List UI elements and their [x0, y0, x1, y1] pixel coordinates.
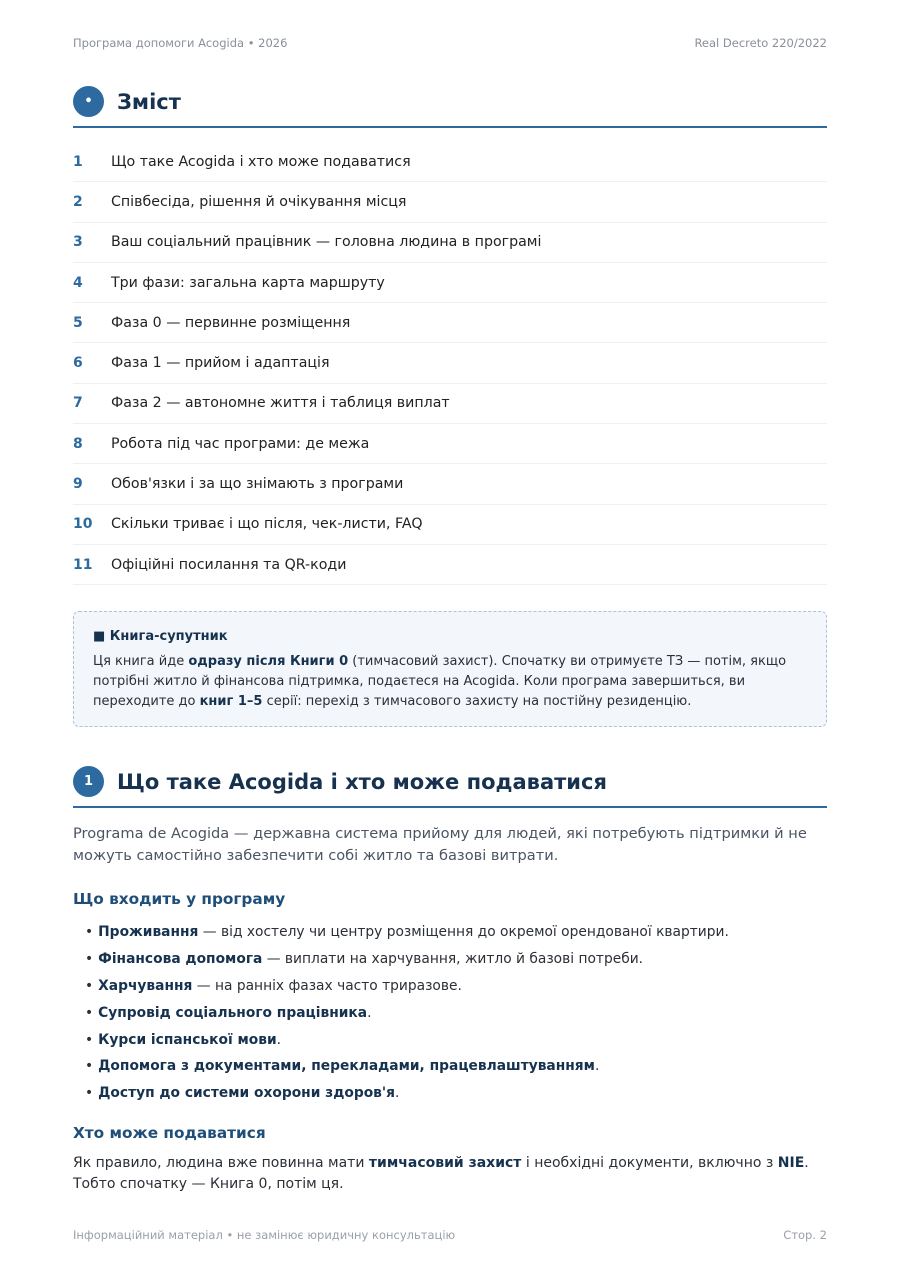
bullet-icon: • — [85, 1004, 94, 1021]
paragraph-text: і необхідні документи, включно з — [521, 1155, 778, 1171]
list-item — [85, 1080, 827, 1107]
bullet-icon: • — [85, 1058, 94, 1075]
list-item-text: . — [367, 1004, 372, 1021]
list-item-bold: Харчування — [98, 977, 193, 994]
list-item-text: — від хостелу чи центру розміщення до окремої орендованої квартири. — [198, 924, 729, 941]
toc-item-label: Співбесіда, рішення й очікування місця — [111, 193, 407, 210]
paragraph-emphasis: NIE — [777, 1155, 805, 1171]
list-item-bold: Супровід соціального працівника — [98, 1004, 368, 1021]
list-item-text: — виплати на харчування, житло й базові потреби. — [262, 951, 644, 968]
toc-item-number: 11 — [73, 556, 93, 573]
toc-item-number: 6 — [73, 355, 83, 372]
toc-item-number: 10 — [73, 516, 93, 533]
toc-item-label: Скільки триває і що після, чек-листи, FAQ — [111, 516, 423, 533]
toc-item-number: 3 — [73, 234, 83, 251]
toc-title: Зміст — [117, 89, 181, 114]
toc-item[interactable] — [73, 505, 827, 545]
toc-item[interactable] — [73, 424, 827, 464]
toc-item-number: 5 — [73, 314, 83, 331]
list-item-bold: Доступ до системи охорони здоров'я — [98, 1085, 395, 1102]
toc-item-label: Три фази: загальна карта маршруту — [111, 274, 385, 291]
paragraph-text: . Тобто спочатку — Книга 0, потім ця. — [73, 1155, 809, 1192]
toc-item-label: Офіційні посилання та QR-коди — [111, 556, 347, 573]
bullet-icon: • — [85, 924, 94, 941]
list-item — [85, 919, 827, 946]
toc-item[interactable] — [73, 384, 827, 424]
bullet-icon: • — [85, 951, 94, 968]
section-intro: Programa de Acogida — державна система прийому для людей, які потребують підтримки й не можуть самостійно забезпечити собі житло та базові витрати. — [73, 825, 807, 864]
footer-disclaimer: Інформаційний матеріал • не замінює юридичну консультацію — [73, 1228, 456, 1242]
section-number-badge: 1 — [73, 766, 104, 797]
callout-text-part: серії: перехід з тимчасового захисту на постійну резиденцію. — [262, 694, 692, 709]
callout-text-part: Ця книга йде — [93, 654, 189, 669]
toc-item-label: Робота під час програми: де межа — [111, 435, 370, 452]
list-item — [85, 999, 827, 1026]
list-item — [85, 973, 827, 1000]
toc-bullet-icon: • — [73, 86, 104, 117]
list-item — [85, 946, 827, 973]
section-1-heading — [73, 766, 827, 808]
subheading-who-can-apply: Хто може подаватися — [73, 1124, 266, 1142]
toc-item[interactable] — [73, 303, 827, 343]
callout-emphasis: одразу після Книги 0 — [188, 654, 349, 669]
bullet-icon: • — [85, 977, 94, 994]
list-item-bold: Допомога з документами, перекладами, працевлаштуванням — [98, 1058, 595, 1075]
table-of-contents — [73, 142, 827, 585]
list-item — [85, 1026, 827, 1053]
page-footer — [73, 1228, 827, 1242]
list-item-bold: Курси іспанської мови — [98, 1031, 277, 1048]
header-program-title: Програма допомоги Acogida • 2026 — [73, 36, 288, 50]
toc-item[interactable] — [73, 343, 827, 383]
toc-heading — [73, 86, 827, 128]
list-item-text: . — [394, 1085, 400, 1102]
bullet-icon: • — [85, 1085, 94, 1102]
toc-item[interactable] — [73, 182, 827, 222]
callout-text-part: (тимчасовий захист). Спочатку ви отримуєте ТЗ — потім, якщо потрібні житло й фінансова підтримка, подаєтеся на Acogida. Коли програма завершиться, ви переходите до — [93, 654, 787, 709]
toc-item-number: 8 — [73, 435, 83, 452]
toc-item-label: Фаза 0 — первинне розміщення — [111, 314, 351, 331]
paragraph-text: Як правило, людина вже повинна мати — [73, 1155, 369, 1171]
toc-item-number: 2 — [73, 193, 83, 210]
section-title: Що таке Acogida і хто може подаватися — [117, 769, 607, 794]
callout-text — [93, 652, 807, 712]
toc-item[interactable] — [73, 464, 827, 504]
list-item-bold: Фінансова допомога — [98, 951, 263, 968]
companion-book-callout — [73, 611, 827, 727]
header-decree: Real Decreto 220/2022 — [694, 36, 827, 50]
program-contents-list — [85, 919, 827, 1107]
toc-item-label: Ваш соціальний працівник — головна людина в програмі — [111, 234, 542, 251]
eligibility-paragraph — [73, 1153, 827, 1195]
toc-item-label: Фаза 1 — прийом і адаптація — [111, 355, 330, 372]
callout-emphasis: книг 1–5 — [199, 694, 263, 709]
list-item — [85, 1053, 827, 1080]
page-number: Стор. 2 — [783, 1228, 827, 1242]
list-item-text: . — [276, 1031, 282, 1048]
toc-item[interactable] — [73, 263, 827, 303]
toc-item-number: 4 — [73, 274, 83, 291]
toc-item-number: 7 — [73, 395, 83, 412]
toc-item[interactable] — [73, 545, 827, 585]
list-item-text: — на ранніх фазах часто триразове. — [192, 977, 462, 994]
toc-item-number: 1 — [73, 153, 83, 170]
toc-item-label: Що таке Acogida і хто може подаватися — [111, 153, 411, 170]
toc-item-label: Фаза 2 — автономне життя і таблиця виплат — [111, 395, 450, 412]
toc-item[interactable] — [73, 223, 827, 263]
page-header — [73, 36, 827, 50]
callout-title: ■ Книга-супутник — [93, 629, 228, 644]
toc-item-number: 9 — [73, 476, 83, 493]
subheading-program-contents: Що входить у програму — [73, 890, 286, 908]
bullet-icon: • — [85, 1031, 94, 1048]
toc-item-label: Обов'язки і за що знімають з програми — [111, 476, 404, 493]
list-item-bold: Проживання — [98, 924, 199, 941]
paragraph-emphasis: тимчасовий захист — [368, 1155, 522, 1171]
toc-item[interactable] — [73, 142, 827, 182]
list-item-text: . — [594, 1058, 600, 1075]
